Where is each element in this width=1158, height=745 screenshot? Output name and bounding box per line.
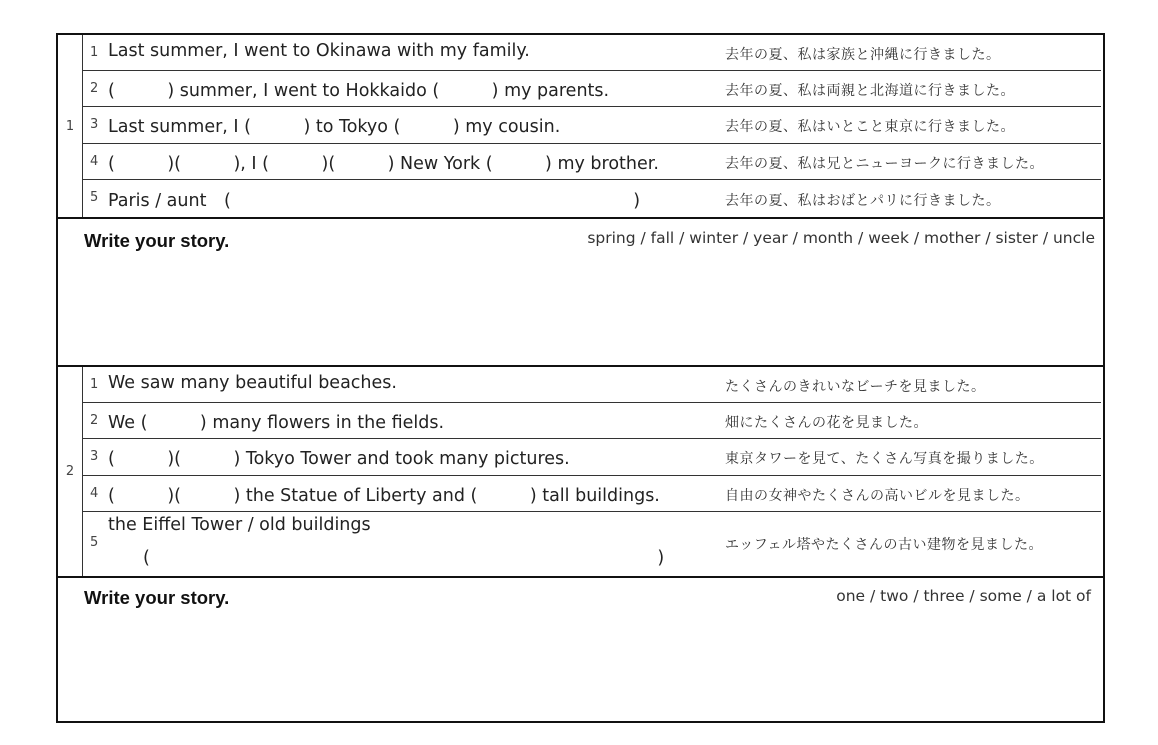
row-number: 5 [90,535,99,550]
row-number: 3 [90,449,99,464]
english-sentence: the Eiffel Tower / old buildings [108,515,371,535]
table-row [83,367,1101,403]
japanese-translation: 東京タワーを見て、たくさん写真を撮りました。 [725,451,1044,467]
japanese-translation: 畑にたくさんの花を見ました。 [725,415,928,431]
english-sentence: We saw many beautiful beaches. [108,373,397,393]
story-title: Write your story. [84,587,230,608]
english-sentence: ( )( ) the Statue of Liberty and ( ) tall buildings. [108,486,660,506]
section-number: 1 [58,35,83,217]
word-bank: spring / fall / winter / year / month / week / mother / sister / uncle [587,229,1095,247]
japanese-translation: 去年の夏、私は兄とニューヨークに行きました。 [725,156,1044,172]
table-row [83,180,1101,217]
japanese-translation: たくさんのきれいなビーチを見ました。 [725,379,986,395]
section-2-table [58,365,1103,578]
english-sentence: Last summer, I went to Okinawa with my family. [108,41,530,61]
row-number: 2 [90,413,99,428]
table-row [83,35,1101,71]
worksheet [56,33,1105,723]
english-sentence: Paris / aunt ( ) [108,191,641,211]
english-sentence: Last summer, I ( ) to Tokyo ( ) my cousin. [108,117,561,137]
japanese-translation: 自由の女神やたくさんの高いビルを見ました。 [725,488,1030,504]
story-area-1[interactable] [58,219,1103,365]
section-1-table [58,35,1103,219]
english-sentence: ( )( ) Tokyo Tower and took many pictures. [108,449,570,469]
table-row [83,439,1101,476]
english-sentence: ( ) summer, I went to Hokkaido ( ) my parents. [108,81,610,101]
table-row [83,107,1101,144]
story-area-2[interactable] [58,576,1103,721]
row-number: 3 [90,117,99,132]
japanese-translation: 去年の夏、私は家族と沖縄に行きました。 [725,47,1001,63]
row-number: 4 [90,486,99,501]
row-number: 1 [90,377,99,392]
word-bank: one / two / three / some / a lot of [836,587,1091,605]
table-row [83,512,1101,574]
section-number: 2 [58,367,83,576]
row-number: 2 [90,81,99,96]
story-title: Write your story. [84,230,230,251]
english-sentence: We ( ) many flowers in the fields. [108,413,445,433]
answer-blank: ( ) [143,548,665,568]
table-row [83,71,1101,107]
table-row [83,476,1101,512]
row-number: 5 [90,190,99,205]
english-sentence: ( )( ), I ( )( ) New York ( ) my brother. [108,154,659,174]
japanese-translation: エッフェル塔やたくさんの古い建物を見ました。 [725,537,1044,553]
table-row [83,144,1101,180]
row-number: 4 [90,154,99,169]
table-row [83,403,1101,439]
japanese-translation: 去年の夏、私はおばとパリに行きました。 [725,193,1001,209]
row-number: 1 [90,45,99,60]
japanese-translation: 去年の夏、私はいとこと東京に行きました。 [725,119,1015,135]
japanese-translation: 去年の夏、私は両親と北海道に行きました。 [725,83,1015,99]
